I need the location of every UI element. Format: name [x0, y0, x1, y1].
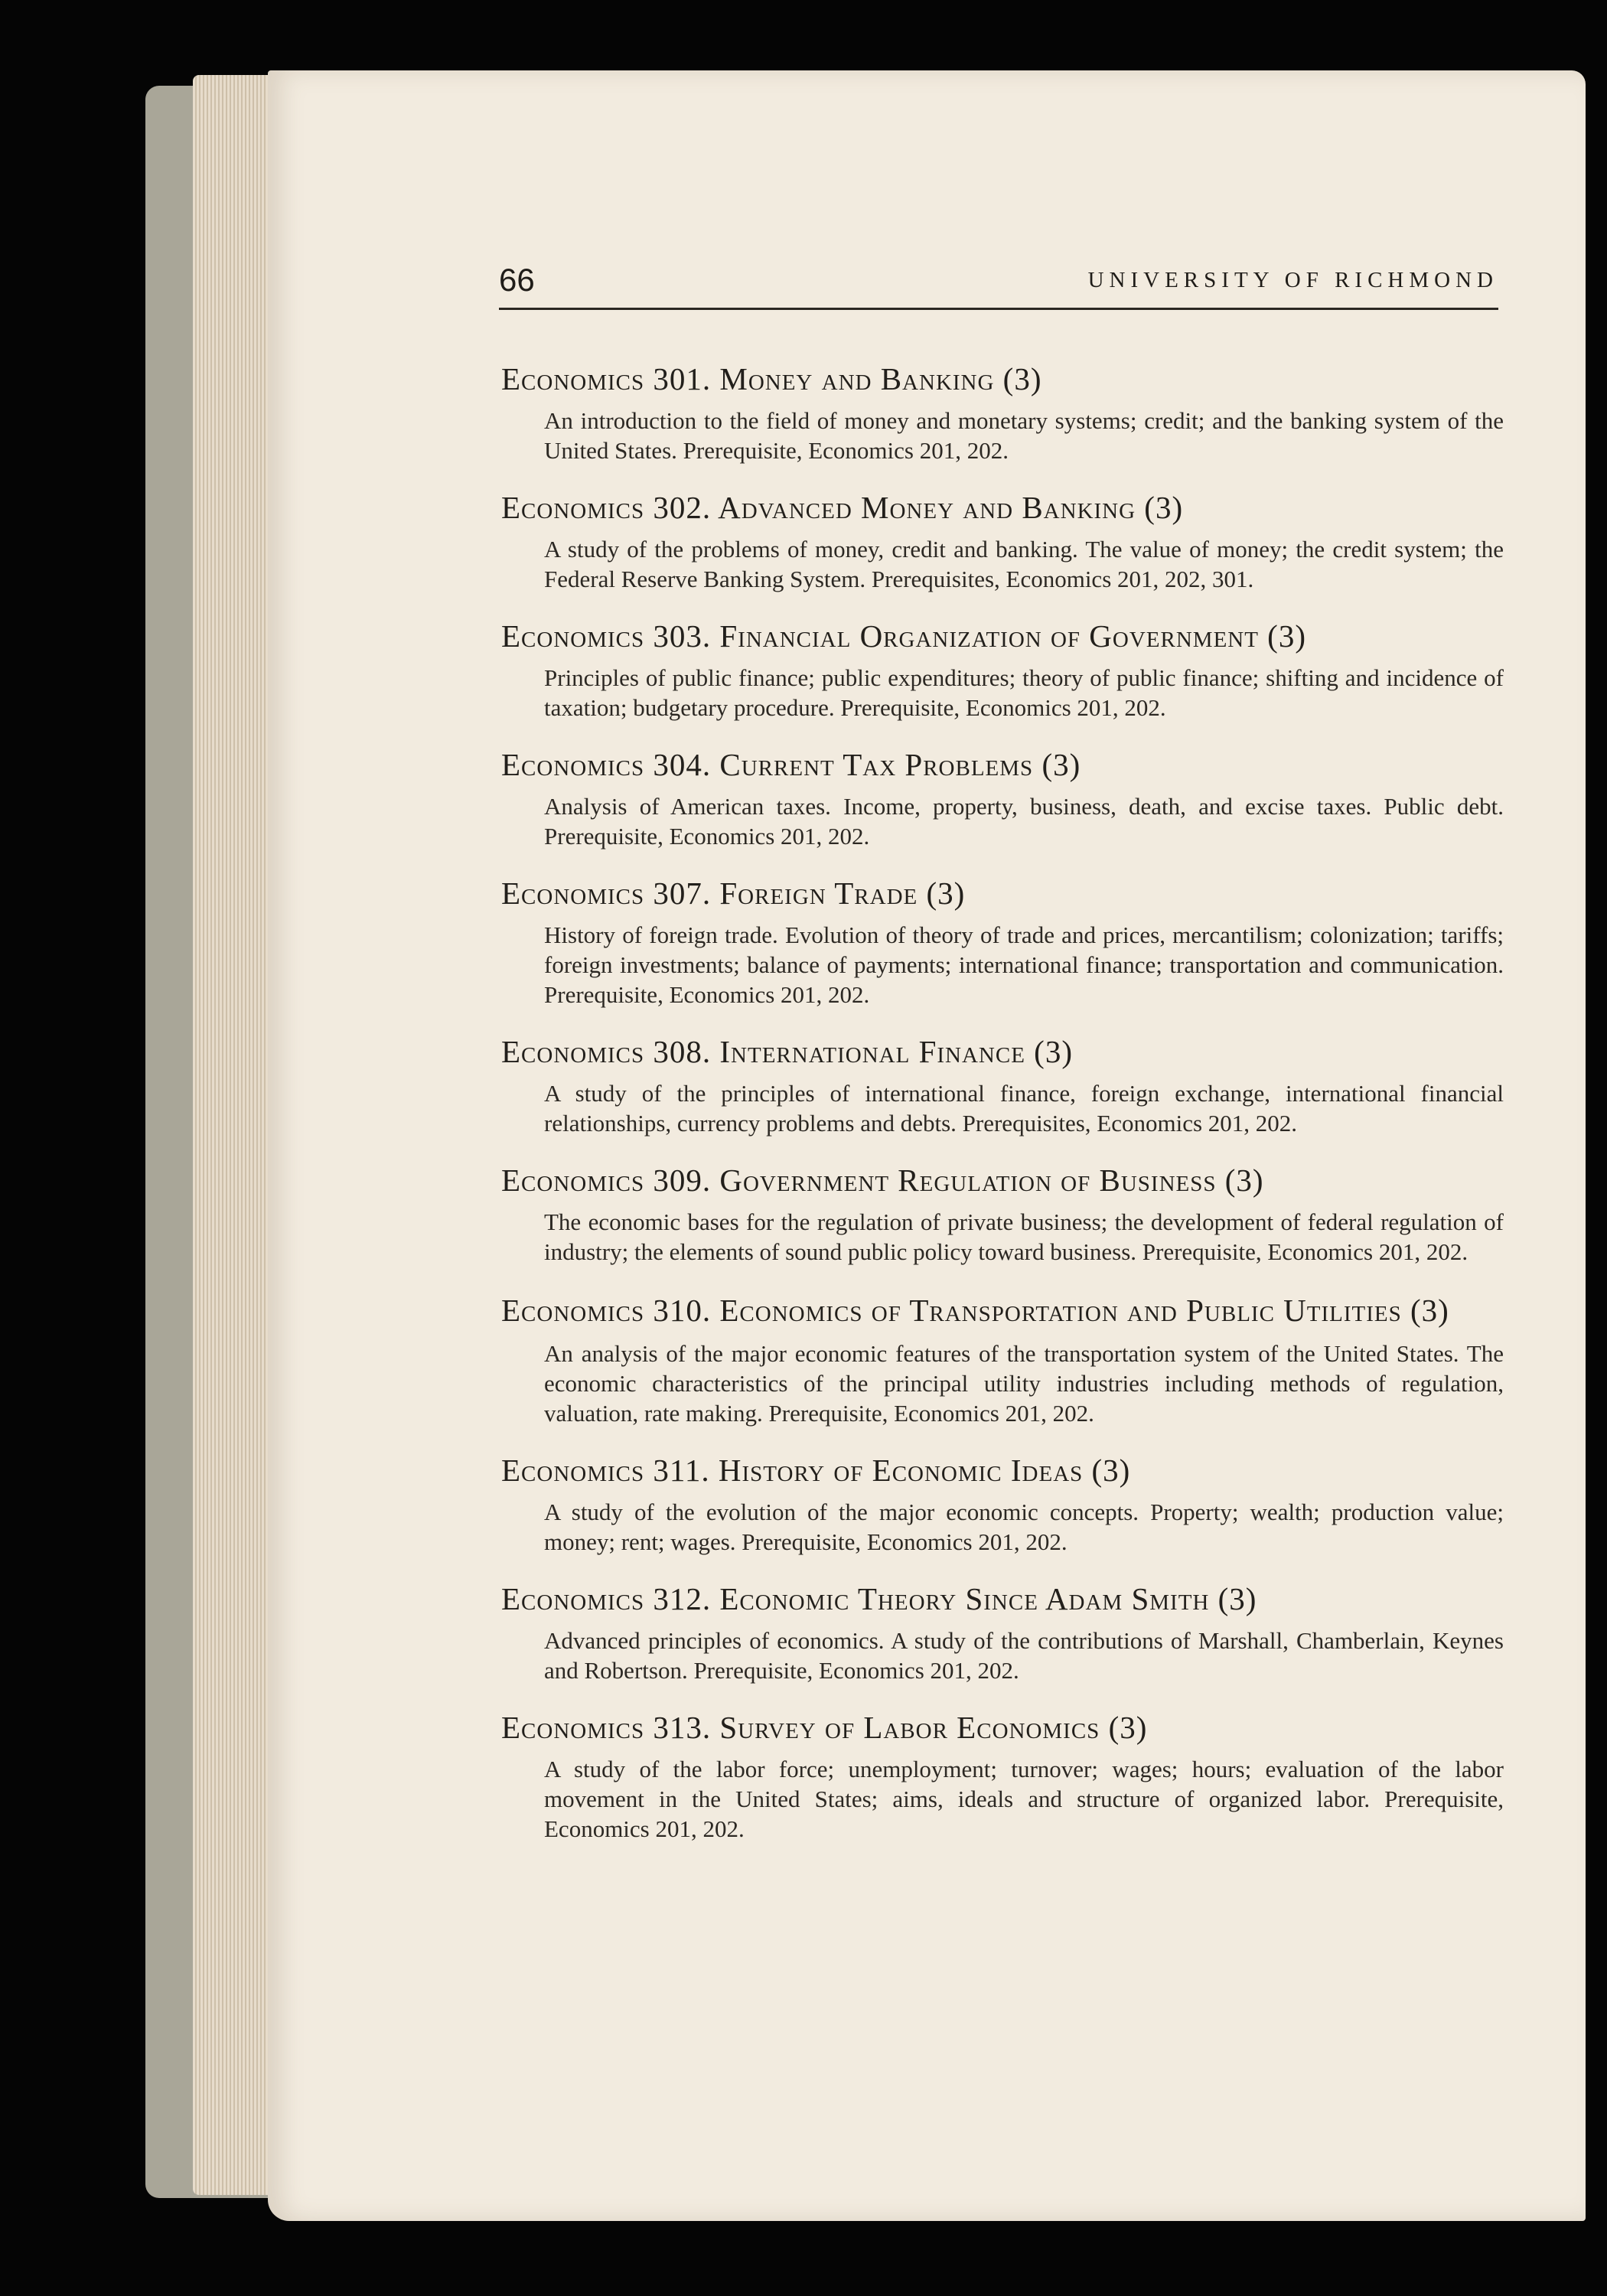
course-entry [501, 872, 1504, 1009]
course-title: Economics 301. Money and Banking (3) [501, 361, 1042, 396]
course-entry [501, 1578, 1504, 1685]
running-header [499, 260, 1498, 310]
course-entry [501, 487, 1504, 594]
course-entry [501, 744, 1504, 851]
course-entry [501, 1707, 1504, 1844]
course-title: Economics 308. International Finance (3) [501, 1034, 1073, 1069]
course-description: A study of the evolution of the major economic concepts. Property; wealth; production value; money; rent; wages. Prerequisite, Economics 201, 202. [544, 1499, 1504, 1555]
course-title: Economics 313. Survey of Labor Economics (3) [501, 1710, 1148, 1745]
course-description: History of foreign trade. Evolution of theory of trade and prices, mercantilism; colonization; tariffs; foreign investments; balance of payments; international finance; transportation and communication. Prerequisite, Economics 201, 202. [544, 921, 1504, 1008]
course-list [501, 358, 1504, 1865]
course-title: Economics 304. Current Tax Problems (3) [501, 747, 1081, 782]
page-number: 66 [499, 262, 535, 298]
course-entry [501, 1159, 1504, 1267]
course-description: Principles of public finance; public expenditures; theory of public finance; shifting and incidence of taxation; budgetary procedure. Prerequisite, Economics 201, 202. [544, 664, 1504, 721]
course-title: Economics 307. Foreign Trade (3) [501, 876, 966, 911]
course-entry [501, 1450, 1504, 1557]
course-entry [501, 358, 1504, 465]
course-title: Economics 311. History of Economic Ideas (3) [501, 1453, 1131, 1488]
course-description: An introduction to the field of money and monetary systems; credit; and the banking system of the United States. Prerequisite, Economics 201, 202. [544, 407, 1504, 464]
course-entry [501, 1031, 1504, 1138]
course-description: A study of the principles of international finance, foreign exchange, international financial relationships, currency problems and debts. Prerequisites, Economics 201, 202. [544, 1080, 1504, 1137]
course-description: A study of the labor force; unemployment; turnover; wages; hours; evaluation of the labor movement in the United States; aims, ideals and structure of organized labor. Prerequisite, Economics 201, 202. [544, 1756, 1504, 1842]
course-title: Economics 303. Financial Organization of Government (3) [501, 618, 1306, 654]
header-title: UNIVERSITY OF RICHMOND [1087, 268, 1498, 292]
course-description: The economic bases for the regulation of private business; the development of federal regulation of industry; the elements of sound public policy toward business. Prerequisite, Economics 201, 202. [544, 1208, 1504, 1265]
course-title: Economics 312. Economic Theory Since Adam Smith (3) [501, 1581, 1257, 1616]
course-entry [501, 615, 1504, 722]
course-description: An analysis of the major economic features of the transportation system of the United States. The economic characteristics of the principal utility industries including methods of regulation, valuation, rate making. Prerequisite, Economics 201, 202. [544, 1340, 1504, 1427]
course-description: Advanced principles of economics. A study of the contributions of Marshall, Chamberlain, Keynes and Robertson. Prerequisite, Economics 201, 202. [544, 1627, 1504, 1684]
course-description: Analysis of American taxes. Income, property, business, death, and excise taxes. Public debt. Prerequisite, Economics 201, 202. [544, 793, 1504, 850]
course-description: A study of the problems of money, credit and banking. The value of money; the credit system; the Federal Reserve Banking System. Prerequisites, Economics 201, 202, 301. [544, 536, 1504, 592]
course-title: Economics 310. Economics of Transportation and Public Utilities (3) [501, 1293, 1449, 1328]
course-title: Economics 302. Advanced Money and Banking (3) [501, 490, 1184, 525]
course-entry [501, 1288, 1504, 1428]
course-title: Economics 309. Government Regulation of Business (3) [501, 1163, 1264, 1198]
